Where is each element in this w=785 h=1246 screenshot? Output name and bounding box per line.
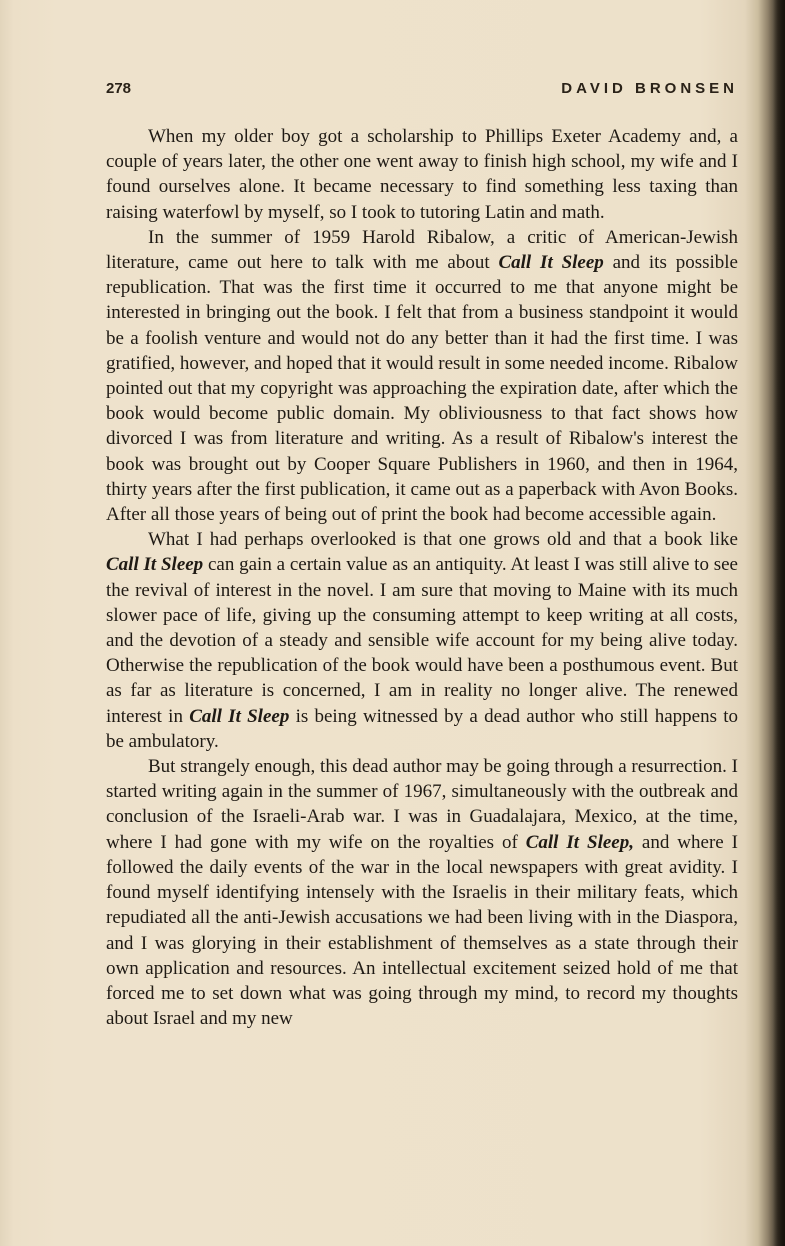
book-title-italic: Call It Sleep bbox=[189, 705, 290, 727]
paragraph bbox=[106, 225, 738, 527]
page-header bbox=[106, 80, 738, 104]
book-title-italic: Call It Sleep, bbox=[525, 831, 634, 853]
text-run: But strangely enough, this dead author may be going through a resurrection. I started writing again in the summer of 1967, simultaneously with the outbreak and conclusion of the Israeli-Arab war. I was in Guadalajara, Mexico, at the time, where I had gone with my wife on the royalties of bbox=[106, 756, 738, 853]
text-run: What I had perhaps overlooked is that one grows old and that a book like bbox=[148, 529, 738, 551]
text-run: can gain a certain value as an antiquity. At least I was still alive to see the revival of interest in the novel. I am sure that moving to Maine with its much slower pace of life, giving up the consuming attempt to keep writing at all costs, and the devotion of a steady and sensible wife account for my being alive today. Otherwise the republication of the book would have been a posthumous event. But as far as literature is concerned, I am in reality no longer alive. The renewed interest in bbox=[106, 554, 738, 727]
text-run: and its possible republication. That was the first time it occurred to me that anyone might be interested in bringing out the book. I felt that from a business standpoint it would be a foolish venture and would not do any better than it had the first time. I was gratified, however, and hoped that it would result in some needed income. Ribalow pointed out that my copyright was approaching the expiration date, after which the book would become public domain. My obliviousness to that fact shows how divorced I was from literature and writing. As a result of Ribalow's interest the book was brought out by Cooper Square Publishers in 1960, and then in 1964, thirty years after the first publication, it came out as a paperback with Avon Books. After all those years of being out of print the book had become accessible again. bbox=[106, 252, 738, 526]
paragraph bbox=[106, 754, 738, 1031]
text-run: and where I followed the daily events of the war in the local newspapers with great avidity. I found myself identifying intensely with the Israelis in their military feats, which repudiated all the anti-Jewish accusations we had been living with in the Diaspora, and I was glorying in their establishment of themselves as a state through their own application and resources. An intellectual excitement seized hold of me that forced me to set down what was going through my mind, to record my thoughts about Israel and my new bbox=[106, 831, 738, 1030]
body-text bbox=[106, 124, 738, 1031]
text-run: is being witnessed by a dead author who still happens to be ambulatory. bbox=[106, 705, 738, 752]
paragraph bbox=[106, 527, 738, 754]
book-title-italic: Call It Sleep bbox=[106, 554, 204, 576]
running-head: DAVID BRONSEN bbox=[561, 80, 738, 97]
page-binding-shadow bbox=[773, 0, 785, 1246]
page-number: 278 bbox=[106, 80, 132, 97]
paragraph bbox=[106, 124, 738, 225]
text-run: In the summer of 1959 Harold Ribalow, a critic of American-Jewish literature, came out here to talk with me about bbox=[106, 226, 738, 274]
book-title-italic: Call It Sleep bbox=[498, 252, 604, 274]
text-run: When my older boy got a scholarship to Phillips Exeter Academy and, a couple of years later, the other one went away to finish high school, my wife and I found ourselves alone. It became necessary to find something less taxing than raising waterfowl by myself, so I took to tutoring Latin and math. bbox=[106, 126, 738, 223]
